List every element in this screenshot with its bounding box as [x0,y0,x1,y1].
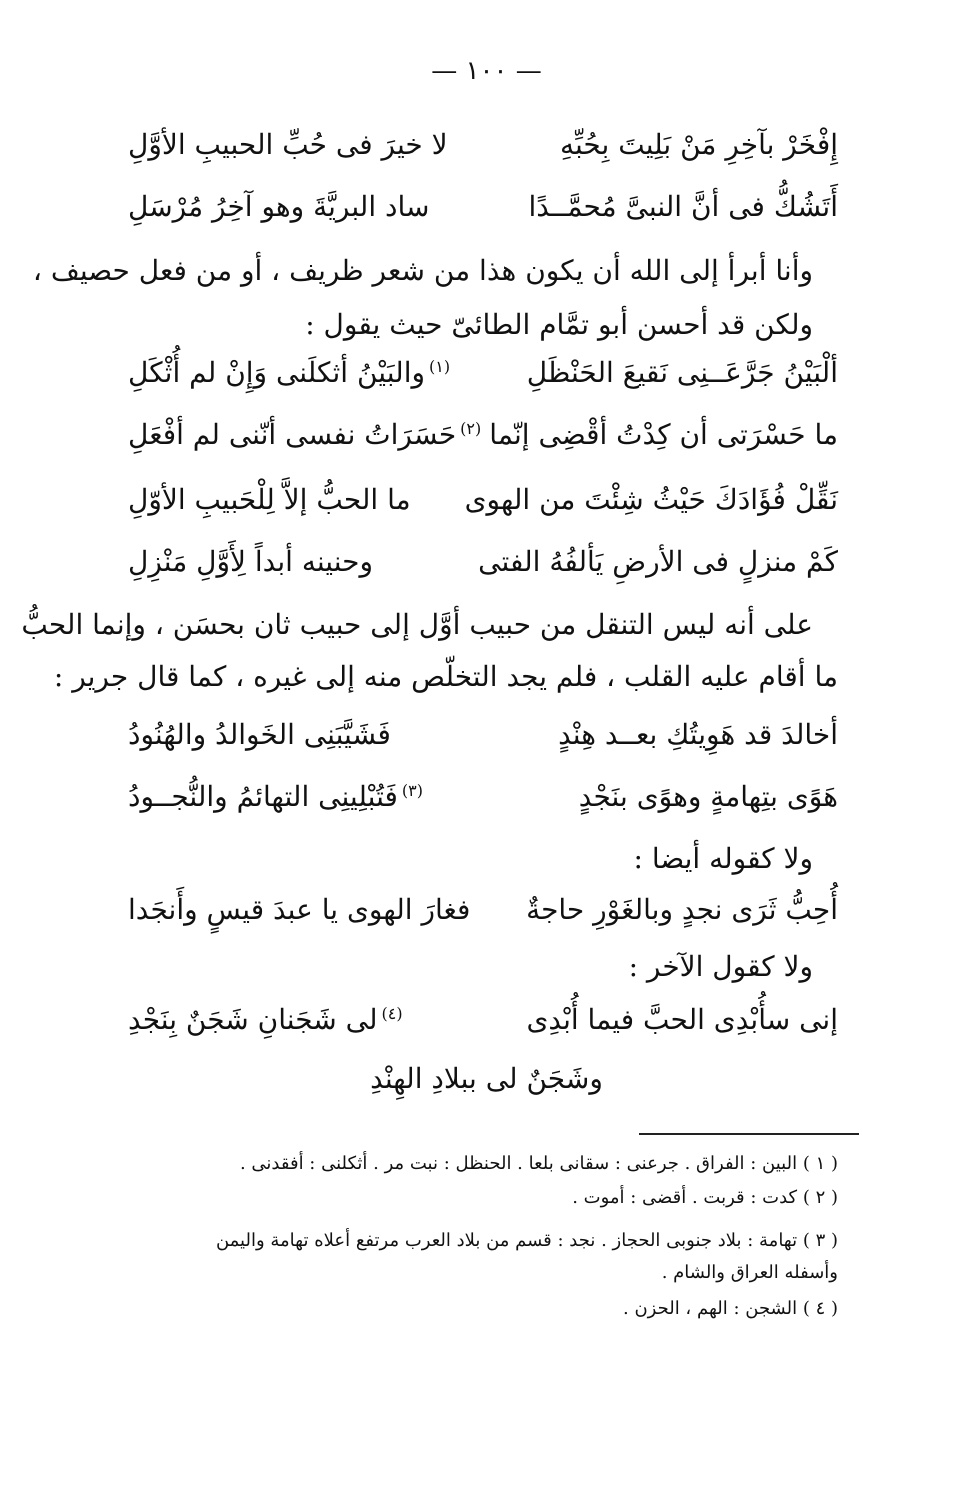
verse-hemistich-first: أخالدَ قد هَوِيتُكِ بعــد هِنْدٍ [558,718,838,751]
footnote: ( ٢ ) كدت : قربت . أقضى : أموت . [572,1187,838,1208]
footnote-continuation: وأسفله العراق والشام . [661,1262,838,1283]
verse-hemistich-first: هَوًى بتِهامةٍ وهوًى بنَجْدٍ [578,780,838,813]
verse-hemistich-first: أَتَشُكُّ فى أنَّ النبىَّ مُحمَّــدًا [528,190,838,223]
verse-line [128,483,838,529]
verse-line [128,356,838,402]
footnote-marker: (٤) [381,1003,403,1023]
footnote: ( ٣ ) تهامة : بلاد جنوبى الحجاز . نجد : قسم من بلاد العرب مرتفع أعلاه تهامة واليمن [215,1230,838,1251]
prose-paragraph-line: على أنه ليس التنقل من حبيب أوَّل إلى حبيب ثان بحسَن ، وإنما الحبُّ [21,608,813,641]
footnote-marker: (٢) [460,418,482,438]
footnote-divider [639,1133,859,1135]
verse-hemistich-first: إِفْخَرْ بآخِرِ مَنْ بَلِيتَ بِحُبِّهِ [559,128,838,161]
verse-hemistich-second: $^{(٤)}$لى شَجَنانِ شَجَنٌ بِنَجْدِ [128,1003,403,1036]
prose-paragraph-line: ولا كقوله أيضا : [633,842,813,875]
verse-hemistich-second: ما الحبُّ إلاَّ لِلْحَبيبِ الأوّلِ [128,483,411,516]
footnote-marker: (١) [429,356,451,376]
prose-paragraph-line: وأنا أبرأ إلى الله أن يكون هذا من شعر ظريف ، أو من فعل حصيف ، [32,254,813,287]
prose-paragraph-line: ولكن قد أحسن أبو تمَّام الطائىّ حيث يقول : [305,308,813,341]
verse-line [128,545,838,591]
verse-hemistich-second: $^{(٢)}$حَسَرَاتُ نفسى أنّنى لم أفْعَلِ [128,418,482,451]
footnote: ( ١ ) البين : الفراق . جرعنى : سقانى بلعا . الحنظل : نبت مر . أثكلنى : أفقدنى . [239,1153,838,1174]
footnote: ( ٤ ) الشجن : الهم ، الحزن . [623,1298,838,1319]
verse-line [128,780,838,826]
verse-line [128,418,838,464]
verse-line [128,1003,838,1049]
verse-hemistich-second: $^{(٣)}$فَتُبْلِينِى التهائمُ والنُّجــودُ [128,780,424,813]
verse-hemistich-second: $^{(١)}$والبَيْنُ أثكلَنى وَإِنْ لم أُثْكَلِ [128,356,451,389]
page-number: — ١٠٠ — [431,56,542,86]
footnote-marker: (٣) [401,780,424,800]
verse-line [128,190,838,236]
verse-line [128,718,838,764]
verse-hemistich-second: لا خيرَ فى حُبِّ الحبيبِ الأوَّلِ [128,128,448,161]
verse-hemistich-first: كَمْ منزلٍ فى الأرضِ يَألفُهُ الفتى [478,545,838,578]
verse-hemistich-first: أُحِبُّ ثَرَى نجدٍ وبالغَوْرِ حاجةٌ [526,893,838,926]
prose-paragraph-line: ما أقام عليه القلب ، فلم يجد التخلّص منه إلى غيره ، كما قال جرير : [53,660,838,693]
verse-hemistich-first: ألْبَيْنُ جَرَّعَــنِى نَقيعَ الحَنْظَلِ [526,356,838,389]
verse-hemistich-first: ما حَسْرَتى أن كِدْتُ أقْضِى إنّما [489,418,838,451]
verse-hemistich-first: نَقِّلْ فُؤَادَكَ حَيْثُ شِئْتَ من الهوى [464,483,838,516]
prose-paragraph-line: ولا كقول الآخر : [628,950,813,983]
verse-continuation: وشَجَنٌ لى ببلادِ الهِنْدِ [370,1062,603,1095]
verse-line [128,893,838,939]
verse-hemistich-second: فغارَ الهوى يا عبدَ قيسٍ وأَنجَدا [128,893,471,926]
verse-hemistich-second: وحنينه أبداً لِأَوَّلِ مَنْزِلِ [128,545,374,578]
verse-hemistich-second: فَشَيَّبَنِى الخَوالدُ والهُنُودُ [128,718,391,751]
verse-hemistich-first: إنى سأُبْدِى الحبَّ فيما أُبْدِى [526,1003,838,1036]
verse-hemistich-second: ساد البريَّةَ وهو آخِرُ مُرْسَلِ [128,190,430,223]
verse-line [128,128,838,174]
